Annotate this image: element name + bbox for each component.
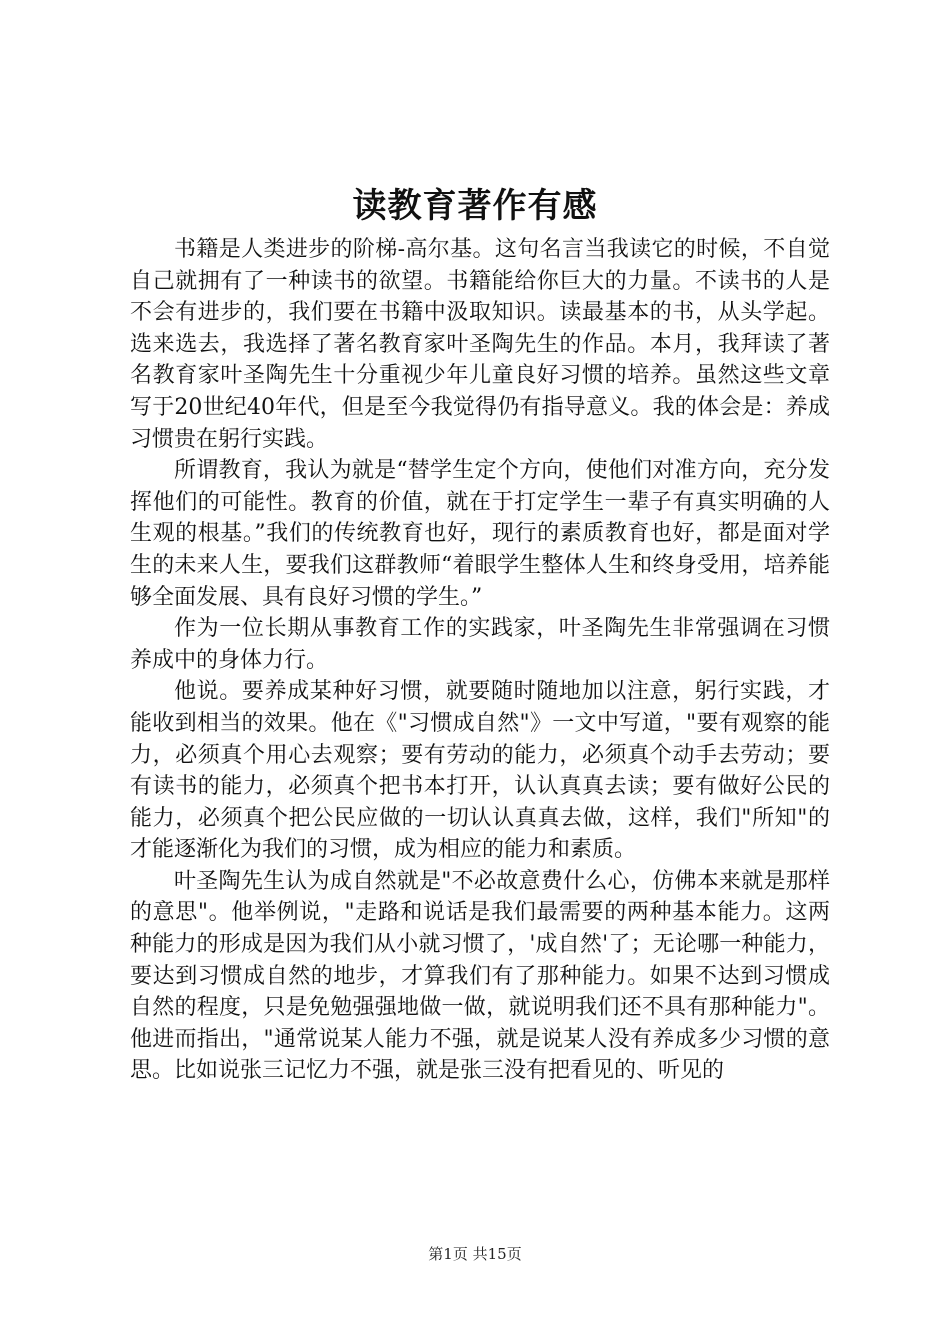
paragraph-5: 叶圣陶先生认为成自然就是"不必故意费什么心，仿佛本来就是那样的意思"。他举例说，"走路和说话是我们最需要的两种基本能力。这两种能力的形成是因为我们从小就习惯了，'成自然'了；无论哪一种能力，要达到习惯成自然的地步，才算我们有了那种能力。如果不达到习惯成自然的程度，只是免勉强强地做一做，就说明我们还不具有那种能力"。他进而指出，"通常说某人能力不强，就是说某人没有养成多少习惯的意思。比如说张三记忆力不强，就是张三没有把看见的、听见的 bbox=[130, 868, 830, 1084]
paragraph-4: 他说。要养成某种好习惯，就要随时随地加以注意，躬行实践，才能收到相当的效果。他在《"习惯成自然"》一文中写道，"要有观察的能力，必须真个用心去观察；要有劳动的能力，必须真个动手去劳动；要有读书的能力，必须真个把书本打开，认认真真去读；要有做好公民的能力，必须真个把公民应做的一切认认真真去做，这样，我们"所知"的才能逐渐化为我们的习惯，成为相应的能力和素质。 bbox=[130, 679, 830, 863]
document-title: 读教育著作有感 bbox=[352, 186, 598, 226]
document-body bbox=[130, 234, 830, 1087]
paragraph-1: 书籍是人类进步的阶梯-高尔基。这句名言当我读它的时候，不自觉自己就拥有了一种读书的欲望。书籍能给你巨大的力量。不读书的人是不会有进步的，我们要在书籍中汲取知识。读最基本的书，从头学起。选来选去，我选择了著名教育家叶圣陶先生的作品。本月，我拜读了著名教育家叶圣陶先生十分重视少年儿童良好习惯的培养。虽然这些文章写于20世纪40年代，但是至今我觉得仍有指导意义。我的体会是：养成习惯贵在躬行实践。 bbox=[130, 237, 830, 452]
paragraph-2: 所谓教育，我认为就是“替学生定个方向，使他们对准方向，充分发挥他们的可能性。教育的价值，就在于打定学生一辈子有真实明确的人生观的根基。”我们的传统教育也好，现行的素质教育也好，都是面对学生的未来人生，要我们这群教师“着眼学生整体人生和终身受用，培养能够全面发展、具有良好习惯的学生。” bbox=[130, 458, 830, 610]
page-number-footer: 第1页 共15页 bbox=[428, 1245, 522, 1263]
paragraph-3: 作为一位长期从事教育工作的实践家，叶圣陶先生非常强调在习惯养成中的身体力行。 bbox=[130, 616, 830, 673]
